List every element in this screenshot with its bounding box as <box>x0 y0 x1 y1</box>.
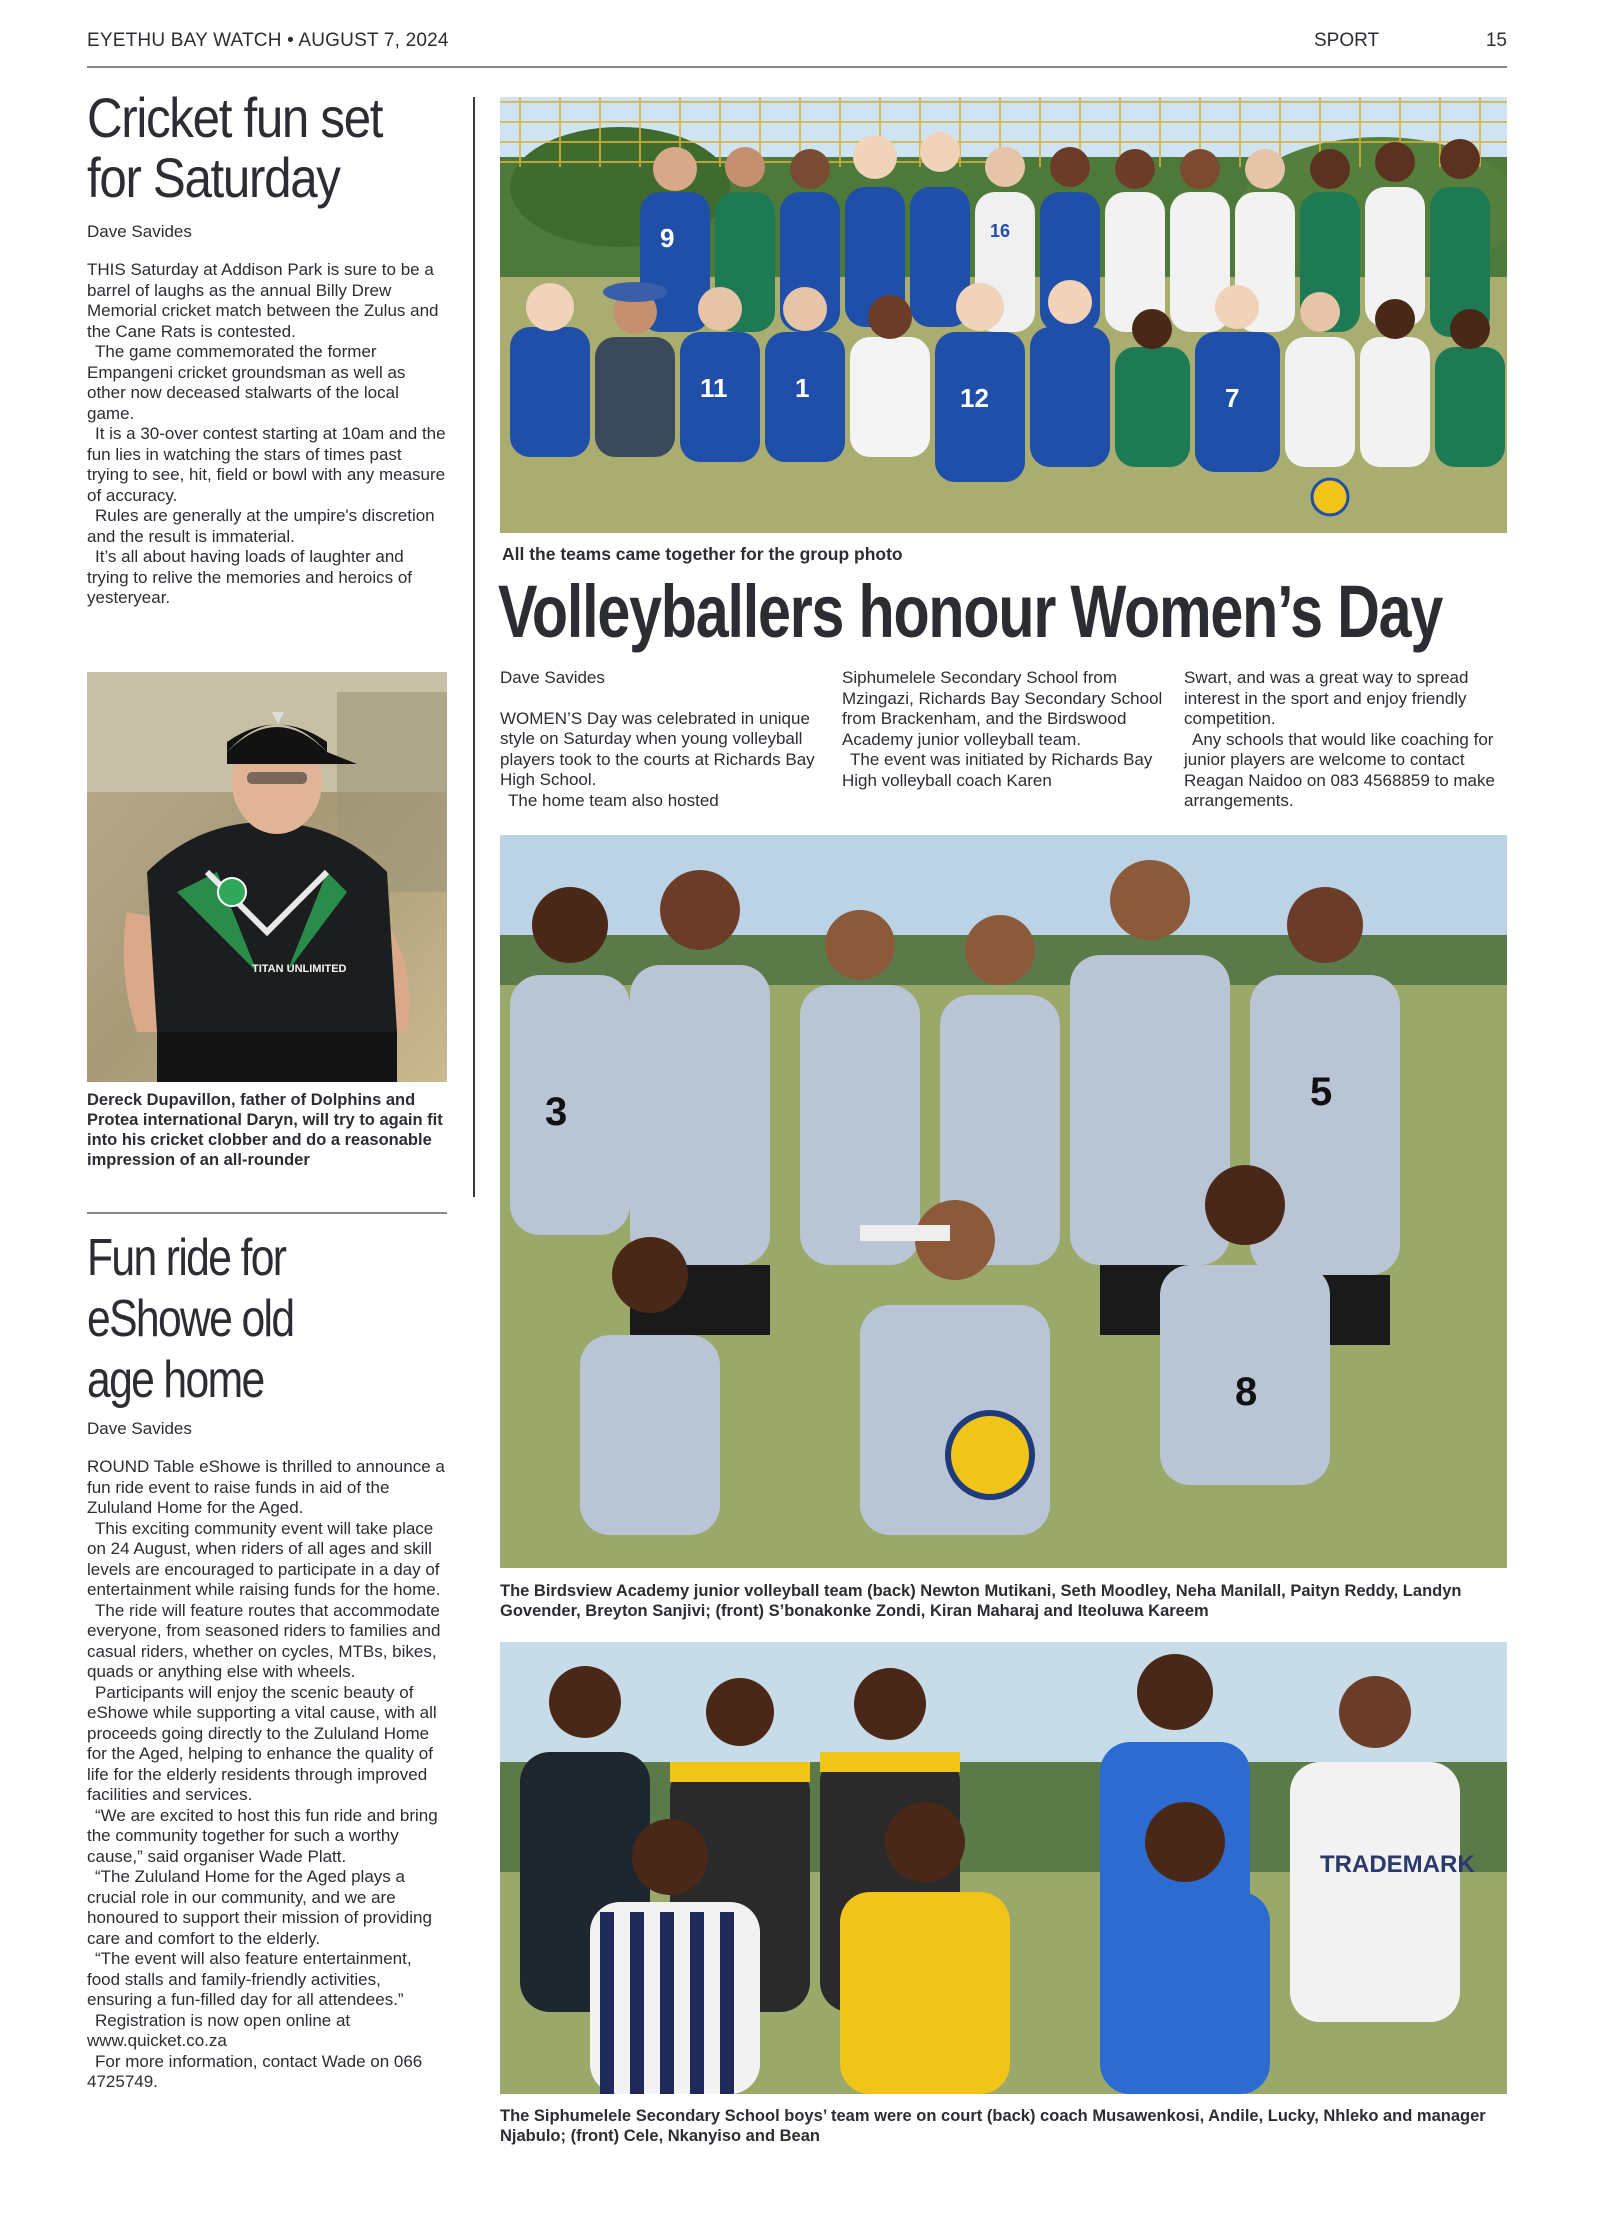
funride-article <box>87 1228 447 2093</box>
cricket-paragraph: Rules are generally at the umpire's discretion and the result is immaterial. <box>87 506 435 546</box>
section-rule <box>87 1212 447 1214</box>
funride-paragraph: Participants will enjoy the scenic beauty of eShowe while supporting a vital cause, with all proceeds going directly to the Zululand Home for the Aged, helping to enhance the quality of life for the elderly residents through improved facilities and services. <box>87 1682 437 1804</box>
svg-text:11: 11 <box>700 373 728 403</box>
volleyball-headline: Volleyballers honour Women’s Day <box>498 570 1443 653</box>
funride-paragraph: For more information, contact Wade on 066 4725749. <box>87 2051 423 2091</box>
cricket-paragraph: It’s all about having loads of laughter and trying to relive the memories and heroics of yesteryear. <box>87 547 413 607</box>
funride-byline: Dave Savides <box>87 1419 192 1438</box>
svg-text:8: 8 <box>1235 1370 1258 1414</box>
cricket-body <box>87 260 447 609</box>
funride-paragraph: Registration is now open online at www.quicket.co.za <box>87 2010 351 2050</box>
volleyball-byline: Dave Savides <box>500 668 605 687</box>
svg-text:16: 16 <box>990 221 1011 241</box>
siphumelele-team-photo <box>500 1642 1507 2094</box>
publication-date: EYETHU BAY WATCH • AUGUST 7, 2024 <box>87 30 449 51</box>
cricket-headline-line2: for Saturday <box>87 146 340 209</box>
funride-headline-line1: Fun ride for <box>87 1229 286 1287</box>
funride-paragraph: “The event will also feature entertainment, food stalls and family-friendly activities, ensuring a fun-filled day for all attendees.” <box>87 1949 412 2009</box>
group-team-photo <box>500 97 1507 533</box>
svg-text:1: 1 <box>795 373 810 403</box>
funride-paragraph: “We are excited to host this fun ride and bring the community together for such a worthy cause,” said organiser Wade Platt. <box>87 1805 438 1866</box>
cricket-byline: Dave Savides <box>87 222 192 241</box>
article-column-3 <box>1184 668 1506 812</box>
article-paragraph: The home team also hosted <box>508 790 719 810</box>
cricket-photo-caption: Dereck Dupavillon, father of Dolphins and Protea international Daryn, will try to again fit into his cricket clobber and do a reasonable impression of an all-rounder <box>87 1091 443 1169</box>
article-paragraph: The event was initiated by Richards Bay High volleyball coach Karen <box>842 750 1153 790</box>
birdsview-team-photo <box>500 835 1507 1568</box>
cricket-paragraph: The game commemorated the former Empangeni cricket groundsman as well as other now deceased stalwarts of the local game. <box>87 342 406 423</box>
funride-paragraph: “The Zululand Home for the Aged plays a crucial role in our community, and we are honoured to support their mission of providing care and comfort to the elderly. <box>87 1867 432 1948</box>
article-paragraph: Any schools that would like coaching for junior players are welcome to contact Reagan Naidoo on 083 4568859 to make arrangements. <box>1184 729 1495 810</box>
page-number: 15 <box>1485 30 1507 51</box>
volleyball-article-body <box>500 668 1507 812</box>
svg-text:3: 3 <box>545 1090 568 1134</box>
svg-text:TITAN UNLIMITED: TITAN UNLIMITED <box>252 963 347 975</box>
cricket-headline-line1: Cricket fun set <box>87 86 383 149</box>
article-paragraph: Swart, and was a great way to spread interest in the sport and enjoy friendly competition. <box>1184 668 1469 728</box>
funride-headline-line3: age home <box>87 1351 264 1409</box>
group-photo-caption: All the teams came together for the group photo <box>502 544 903 564</box>
article-paragraph: WOMEN’S Day was celebrated in unique style on Saturday when young volleyball players took to the courts at Richards Bay High School. <box>500 708 815 789</box>
column-divider <box>473 97 475 1197</box>
funride-paragraph: ROUND Table eShowe is thrilled to announce a fun ride event to raise funds in aid of the Zululand Home for the Aged. <box>87 1457 445 1517</box>
cricket-player-photo <box>87 672 447 1082</box>
siphumelele-photo-caption: The Siphumelele Secondary School boys’ team were on court (back) coach Musawenkosi, Andile, Lucky, Nhleko and manager Njabulo; (front) Cele, Nkanyiso and Bean <box>500 2107 1486 2145</box>
masthead <box>87 26 1507 66</box>
svg-text:TRADEMARK: TRADEMARK <box>1320 1851 1475 1878</box>
funride-headline-line2: eShowe old <box>87 1290 294 1348</box>
funride-paragraph: The ride will feature routes that accommodate everyone, from seasoned riders to families and casual riders, whether on cycles, MTBs, bikes, quads or anything else with wheels. <box>87 1600 441 1681</box>
birdsview-photo-caption: The Birdsview Academy junior volleyball team (back) Newton Mutikani, Seth Moodley, Neha Manilall, Paityn Reddy, Landyn Govender, Breyton Sanjivi; (front) S’bonakonke Zondi, Kiran Maharaj and Iteoluwa Kareem <box>500 1582 1462 1620</box>
funride-body <box>87 1457 447 2093</box>
section-label: SPORT <box>1314 30 1380 51</box>
cricket-article <box>87 88 447 609</box>
cricket-paragraph: It is a 30-over contest starting at 10am and the fun lies in watching the stars of times past trying to see, hit, field or bowl with any measure of accuracy. <box>87 424 446 505</box>
funride-paragraph: This exciting community event will take place on 24 August, when riders of all ages and skill levels are encouraged to participate in a day of entertainment while raising funds for the home. <box>87 1518 441 1599</box>
svg-text:9: 9 <box>660 223 675 253</box>
svg-text:7: 7 <box>1225 383 1240 413</box>
article-paragraph: Siphumelele Secondary School from Mzingazi, Richards Bay Secondary School from Brackenham, and the Birdswood Academy junior volleyball team. <box>842 668 1163 749</box>
svg-text:5: 5 <box>1310 1070 1333 1114</box>
cricket-paragraph: THIS Saturday at Addison Park is sure to be a barrel of laughs as the annual Billy Drew Memorial cricket match between the Zulus and the Cane Rats is contested. <box>87 260 439 341</box>
svg-text:12: 12 <box>960 383 989 413</box>
article-column-1 <box>500 668 822 812</box>
article-column-2 <box>842 668 1164 812</box>
top-rule <box>87 66 1507 68</box>
